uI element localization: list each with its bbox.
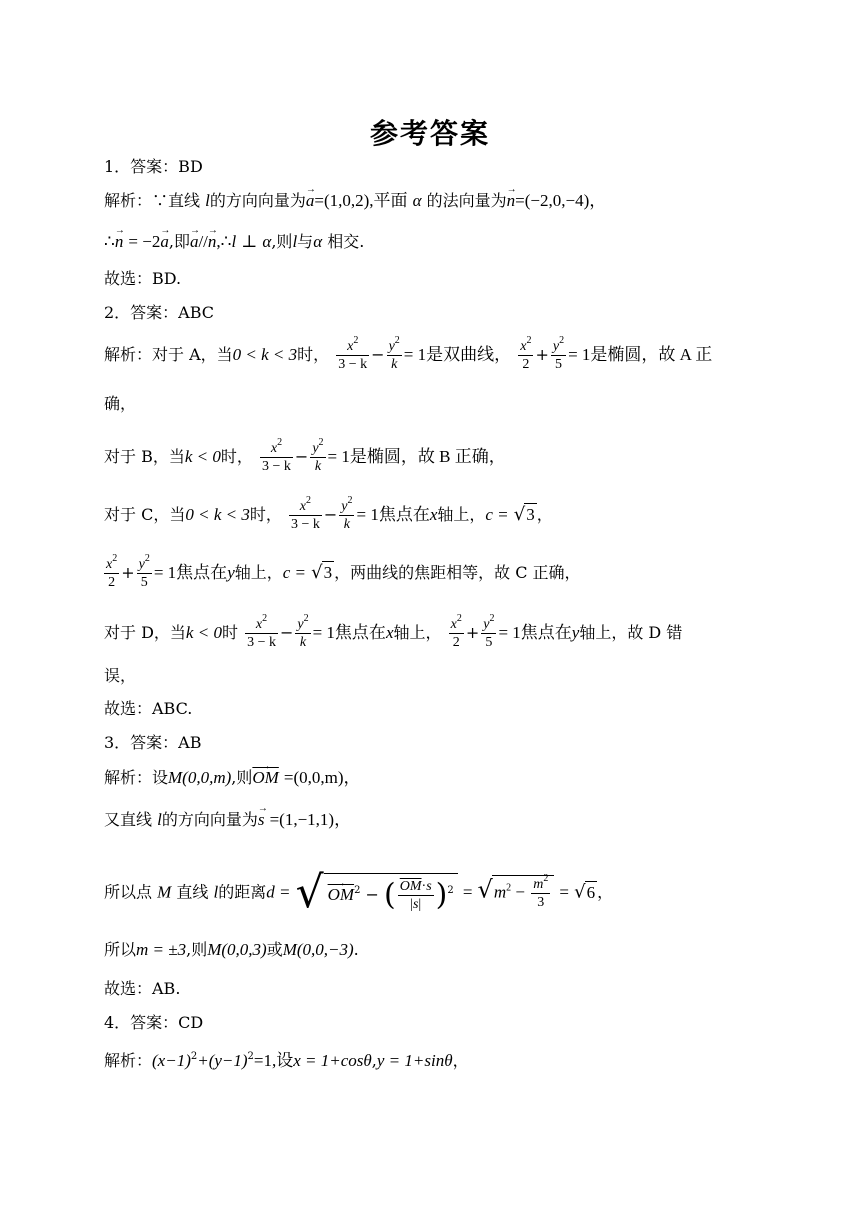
distance-formula-radical: √ → $OM^2$ − ( $\frac{\overline{OM}\cdot s}{|s|}$ )$^2$	[296, 873, 458, 913]
answer-2-heading: 2．答案：ABC	[104, 303, 215, 322]
answer-2-line-c: 对于 C，当0 < k < 3时， $\frac{x^2}{3 - k}$ − $\frac{y^2}{k}$ = 1焦点在x轴上，c = √3 ，	[104, 495, 553, 532]
answer-3-line-1: 解析：设M(0,0,m),则→ $\overline{OM} =(0,0,m)$，	[104, 767, 361, 789]
answer-4-line-1: 解析：$(x-1)^2+(y-1)^2=1$,设x = 1+cosθ,y = 1+sinθ，	[104, 1051, 469, 1070]
answer-3-line-4: 所以m = ±3,则M(0,0,3)或M(0,0,−3).	[104, 940, 359, 959]
answer-2-line-a-cont: 确，	[104, 394, 137, 413]
answer-3-heading: 3．答案：AB	[104, 733, 202, 752]
answer-2-line-d-cont: 误，	[104, 666, 137, 685]
answer-2-line-a: 解析：对于 A，当0 < k < 3时， $\frac{x^2}{3 - k}$ − $\frac{y^2}{k}$ = 1是双曲线， $\frac{x^2}{2}$ + $\frac{y^2}{5}$ = 1是椭圆，故 A 正	[104, 335, 713, 372]
answer-2-line-c-cont: $\frac{x^2}{2}$ + $\frac{y^2}{5}$ = 1焦点在y轴上，c = √3 ，两曲线的焦距相等，故 C 正确，	[106, 553, 581, 590]
answer-2-choice: 故选：ABC.	[104, 699, 193, 718]
answer-1-analysis-line-1: 解析：∵直线 l的方向向量为→ a=(1,0,2),平面 α 的法向量为→ n=(−2,0,−4)，	[104, 190, 606, 212]
answer-1-heading: 1．答案：BD	[104, 157, 203, 176]
answer-3-line-3: 所以点 M 直线 l的距离d = √ → $OM^2$ − ( $\frac{\overline{OM}\cdot s}{|s|}$ )$^2 = √m^2$ − $\frac{m^2}{3}$ = √6 ，	[104, 873, 613, 913]
page-title: 参考答案	[369, 117, 490, 150]
answer-1-choice: 故选：BD.	[104, 269, 182, 288]
answer-1-analysis-line-2: ∴→ n = −2→ a,即→ a//→ n,∴l ⊥ α,则l与α 相交.	[104, 231, 364, 253]
answer-3-line-2: 又直线 l的方向向量为→ s =(1,−1,1)，	[104, 809, 351, 831]
answer-2-line-b: 对于 B，当k < 0时， $\frac{x^2}{3 - k}$ − $\frac{y^2}{k}$ = 1是椭圆，故 B 正确，	[104, 437, 506, 474]
answer-4-heading: 4．答案：CD	[104, 1013, 204, 1032]
answer-3-choice: 故选：AB.	[104, 979, 181, 998]
answer-2-line-d: 对于 D，当k < 0时 $\frac{x^2}{3 - k}$ − $\frac{y^2}{k}$ = 1焦点在x轴上， $\frac{x^2}{2}$ + $\frac{y^2}{5}$ = 1焦点在y轴上，故 D 错	[104, 613, 683, 650]
